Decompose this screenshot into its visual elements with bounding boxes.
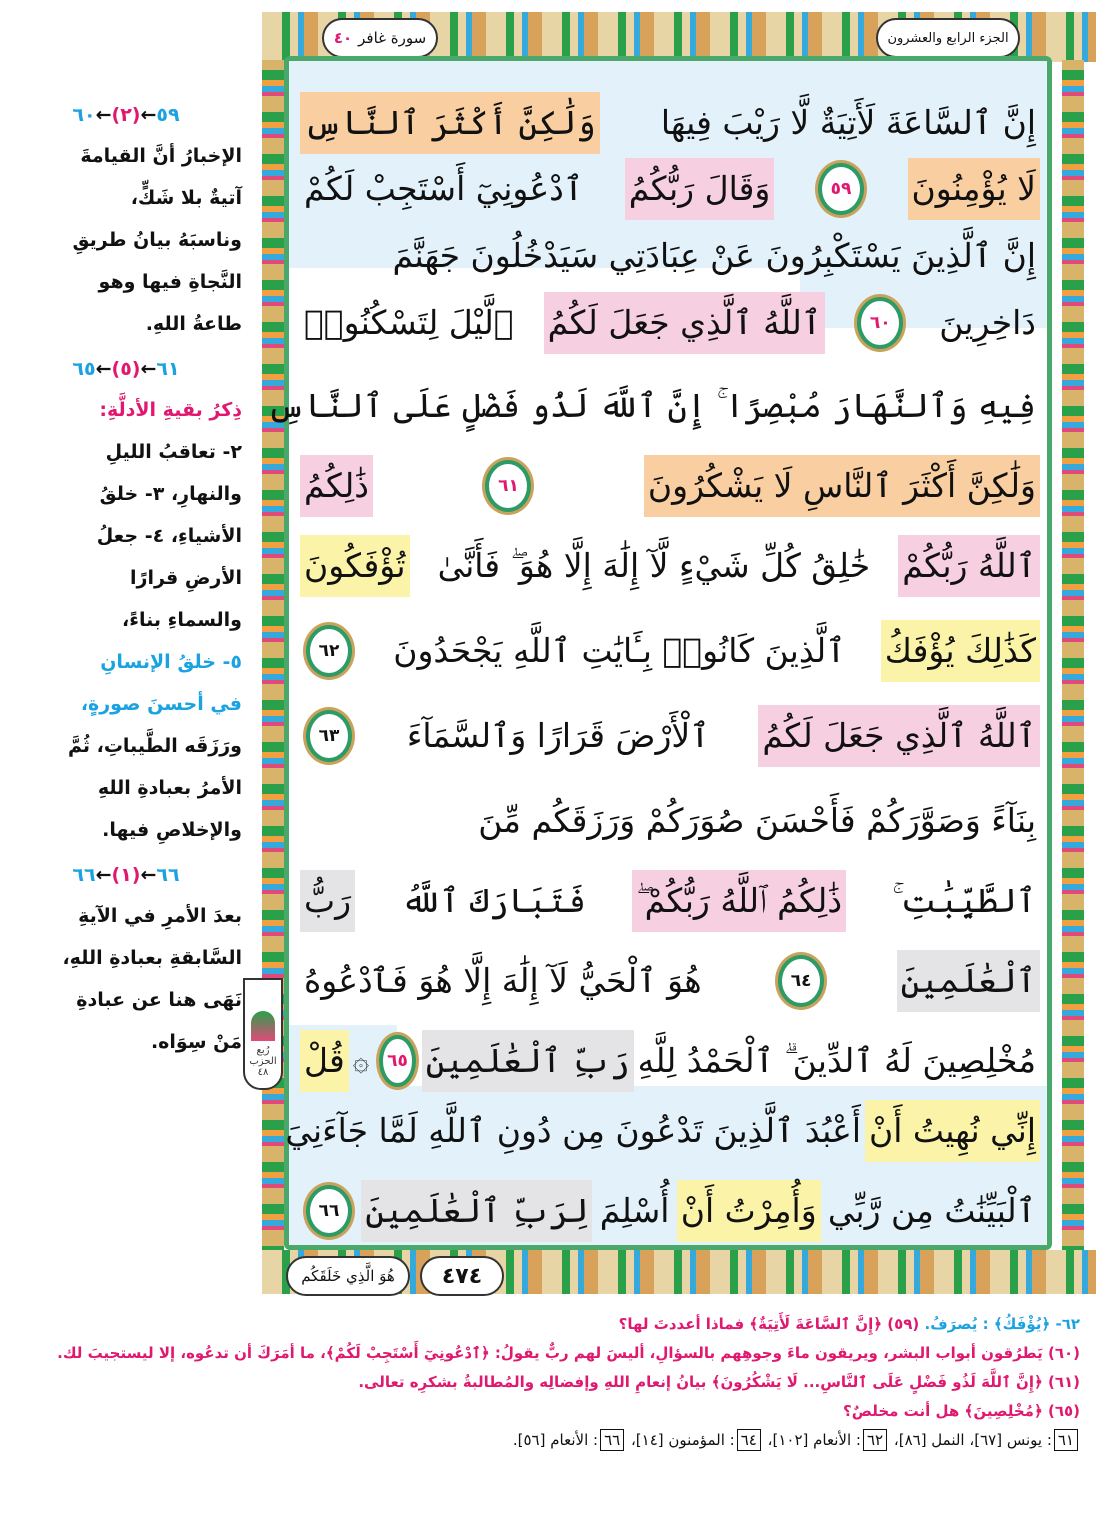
juz-title-pill (876, 18, 1020, 58)
hizb-label: الحزب (249, 1056, 277, 1067)
verse-line (300, 1180, 1040, 1242)
note-line: ٢- تعاقبُ الليلِ (105, 441, 242, 463)
highlighted-phrase: لَا يُؤْمِنُونَ (908, 158, 1040, 220)
verse-text: أَعْبُدَ ٱلَّذِينَ تَدْعُونَ مِن دُونِ ٱللَّهِ لَمَّا جَآءَنِيَ (285, 1111, 861, 1150)
verse-text: ٱدْعُونِيٓ أَسْتَجِبْ لَكُمْ (304, 169, 584, 208)
catchword-pill (286, 1256, 410, 1296)
ref-text: : المؤمنون [١٤]، (630, 1431, 735, 1449)
verse-line (300, 292, 1040, 354)
range-from: ٦١ (156, 358, 180, 380)
note-highlight-line: في أحسنَ صورةٍ، (80, 693, 242, 715)
rub-star-icon: ۞ (352, 1044, 370, 1077)
range-to: ٦٥ (72, 358, 96, 380)
range-count: (٥) (111, 358, 141, 380)
range-from: ٥٩ (156, 104, 180, 126)
highlighted-phrase: ٱلْعَٰلَمِينَ (897, 950, 1040, 1012)
verse-text: ٱلَّيْلَ لِتَسْكُنُوا۟ (304, 303, 514, 342)
verse-text: فِيهِ وَٱلنَّهَارَ مُبْصِرًا ۚ إِنَّ ٱللَّهَ لَذُو فَضْلٍ عَلَى ٱلنَّاسِ (267, 386, 1036, 425)
note-61-65 (10, 389, 242, 851)
highlighted-phrase: لِرَبِّ ٱلْعَٰلَمِينَ (361, 1180, 592, 1242)
note-59-60 (10, 135, 242, 345)
highlighted-phrase: ٱللَّهُ ٱلَّذِي جَعَلَ لَكُمُ (544, 292, 826, 354)
verse-line (267, 375, 1040, 437)
range-count: (٢) (111, 104, 141, 126)
verse-line (300, 705, 1040, 767)
ayah-number-marker: ٦٦ (306, 1185, 352, 1237)
highlighted-phrase: وَلَٰكِنَّ أَكْثَرَ ٱلنَّاسِ لَا يَشْكُرُونَ (644, 455, 1040, 517)
verse-text: فَتَبَارَكَ ٱللَّهُ (401, 881, 586, 920)
verse-text: إِنَّ ٱلسَّاعَةَ لَأَتِيَةٌ لَّا رَيْبَ فِيهَا (660, 103, 1036, 142)
ref-verse-box: ٦٦ (600, 1429, 624, 1451)
surah-title-pill (322, 18, 438, 58)
note-line: الأمرُ بعبادةِ اللهِ (97, 777, 242, 799)
verse-line (285, 1100, 1040, 1162)
arrow-left-icon: ← (140, 358, 157, 380)
verse-text: هُوَ ٱلْحَيُّ لَآ إِلَٰهَ إِلَّا هُوَ فَٱدْعُوهُ (304, 961, 702, 1000)
note-line: مَنْ سِوَاه. (150, 1031, 242, 1053)
verse-line (300, 535, 1040, 597)
highlighted-phrase: ٱللَّهُ رَبُّكُمْ (898, 535, 1040, 597)
note-line: السَّابقةِ بعبادةِ اللهِ، (62, 947, 242, 969)
footnote-65: (٦٥) ﴿مُخْلِصِينَ﴾ هل أنت مخلصٌ؟ (843, 1402, 1080, 1420)
highlighted-phrase: ذَٰلِكُمُ ٱللَّهُ رَبُّكُمْ ۖ (632, 870, 846, 932)
verse-line (300, 620, 1040, 682)
footnotes (20, 1310, 1080, 1455)
verse-line (300, 225, 1040, 287)
highlighted-phrase: وَقَالَ رَبُّكُمُ (625, 158, 775, 220)
catchword-text: هُوَ الَّذِي خَلَقَكُم (301, 1267, 395, 1285)
ayah-number-marker: ٦٠ (857, 297, 903, 349)
verse-text: بِنَآءً وَصَوَّرَكُمْ فَأَحْسَنَ صُوَرَكُمْ وَرَزَقَكُم مِّنَ (478, 801, 1036, 840)
arrow-left-icon: ← (95, 864, 112, 886)
page-number-text: ٤٧٤ (441, 1263, 483, 1289)
footnote-reflection: (٥٩) ﴿إِنَّ ٱلسَّاعَةَ لَأَتِيَةٌ﴾ فماذا أعددتَ لها؟ (618, 1315, 920, 1333)
arrow-left-icon: ← (140, 864, 157, 886)
note-line: والإخلاصِ فيها. (102, 819, 242, 841)
highlighted-phrase: تُؤْفَكُونَ (300, 535, 410, 597)
ref-text: : الأنعام [٥٦]. (512, 1431, 599, 1449)
highlighted-phrase: وَأُمِرْتُ أَنْ (677, 1180, 821, 1242)
highlighted-phrase: ذَٰلِكُمُ (300, 455, 373, 517)
highlighted-phrase: وَلَٰكِنَّ أَكْثَرَ ٱلنَّاسِ (300, 92, 600, 154)
verse-text: مُخْلِصِينَ لَهُ ٱلدِّينَ ۗ ٱلْحَمْدُ لِلَّهِ (637, 1041, 1036, 1080)
arrow-left-icon: ← (140, 104, 157, 126)
ayah-number-marker: ٦٥ (379, 1035, 416, 1087)
verse-line (300, 790, 1040, 852)
note-line: آتيةٌ بلا شَكٍّ، (130, 187, 242, 209)
verse-text: ٱلَّذِينَ كَانُوا۟ بِـَٔايَٰتِ ٱللَّهِ يَجْحَدُونَ (393, 631, 846, 670)
ref-verse-box: ٦٢ (863, 1429, 887, 1451)
ayah-number-marker: ٦٣ (306, 710, 352, 762)
highlighted-phrase: ٱللَّهُ ٱلَّذِي جَعَلَ لَكُمُ (758, 705, 1040, 767)
surah-name: سورة غافر (358, 29, 427, 47)
note-line: الأرضِ قرارًا (130, 567, 242, 589)
verse-line (300, 158, 1040, 220)
note-line: الأشياءِ، ٤- جعلُ (96, 525, 242, 547)
highlighted-phrase: رَبُّ (300, 870, 355, 932)
verse-line (300, 455, 1040, 517)
note-line: بعدَ الأمرِ في الآيةِ (78, 905, 242, 927)
note-line: طاعةُ اللهِ. (145, 313, 242, 335)
footnote-61: (٦١) ﴿إِنَّ ٱللَّهَ لَذُو فَضْلٍ عَلَى ٱلنَّاسِ... لَا يَشْكُرُونَ﴾ بيانُ إنعامِ اللهِ وإفضالِه والمُطالبةُ بشكرِه تعالى. (358, 1373, 1080, 1391)
ayah-number-marker: ٦٤ (778, 955, 824, 1007)
verse-text: ٱلطَّيِّبَٰتِ ۚ (892, 881, 1036, 920)
verse-line (300, 1030, 1040, 1092)
note-line: والسماءِ بناءً، (122, 609, 242, 631)
note-line: وناسبَهُ بيانُ طريقِ (72, 229, 242, 251)
range-count: (١) (111, 864, 141, 886)
range-to: ٦٦ (72, 864, 96, 886)
verse-text: دَاخِرِينَ (939, 303, 1036, 342)
ref-verse-box: ٦١ (1054, 1429, 1078, 1451)
verse-line (300, 870, 1040, 932)
note-line: والنهارِ، ٣- خلقُ (99, 483, 242, 505)
ref-text: : يونس [٦٧]، النمل [٨٦]، (893, 1431, 1052, 1449)
ayah-number-marker: ٦١ (485, 460, 531, 512)
verse-text: إِنَّ ٱلَّذِينَ يَسْتَكْبِرُونَ عَنْ عِبَادَتِي سَيَدْخُلُونَ جَهَنَّمَ (392, 236, 1036, 275)
note-line: الإخبارُ أنَّ القيامةَ (80, 145, 242, 167)
ref-text: : الأنعام [١٠٢]، (767, 1431, 861, 1449)
rub-al-hizb-marker (243, 978, 283, 1090)
surah-number: ٤٠ (333, 29, 353, 47)
range-66-66 (10, 855, 242, 895)
hizb-label: رُبع (256, 1045, 270, 1056)
verse-line (300, 950, 1040, 1012)
range-to: ٦٠ (72, 104, 96, 126)
note-line: نَهَى هنا عن عبادةِ (76, 989, 242, 1011)
footnote-60: (٦٠) يَطرُقون أبواب البشر، ويريقون ماءَ وجوهِهم بالسؤالِ، أليسَ لهم ربٌّ يقولُ: ﴿ٱدْعُونِيٓ أَسْتَجِبْ لَكُمْ﴾، ما أمَرَكَ أن تدعُوه، إلا ليستجيبَ لك. (57, 1344, 1080, 1362)
hizb-number: ٤٨ (257, 1067, 269, 1078)
juz-name: الجزء الرابع والعشرون (887, 30, 1009, 46)
highlighted-phrase: قُلْ (300, 1030, 349, 1092)
verse-text: ٱلْبَيِّنَٰتُ مِن رَّبِّي (827, 1191, 1036, 1230)
verse-text: أُسْلِمَ (599, 1191, 670, 1230)
verse-line (300, 92, 1040, 154)
footnote-word-meaning: ٦٢- ﴿يُؤْفَكُ﴾ : يُصرَفُ. (924, 1315, 1080, 1333)
ornamental-right-border (1062, 60, 1084, 1250)
arrow-left-icon: ← (95, 104, 112, 126)
tafsir-sidebar (10, 95, 242, 1063)
note-66 (10, 895, 242, 1063)
range-59-60 (10, 95, 242, 135)
verse-text: ٱلْأَرْضَ قَرَارًا وَٱلسَّمَآءَ (406, 716, 710, 755)
arrow-left-icon: ← (95, 358, 112, 380)
highlighted-phrase: كَذَٰلِكَ يُؤْفَكُ (881, 620, 1040, 682)
note-highlight-line: ٥- خلقُ الإنسانِ (100, 651, 242, 673)
ayah-number-marker: ٥٩ (818, 163, 864, 215)
cross-references (20, 1426, 1080, 1455)
ref-verse-box: ٦٤ (737, 1429, 761, 1451)
note-line: ورَزَقَه الطَّيباتِ، ثُمَّ (67, 735, 242, 757)
highlighted-phrase: رَبِّ ٱلْعَٰلَمِينَ (422, 1030, 634, 1092)
range-61-65 (10, 349, 242, 389)
highlighted-phrase: إِنِّي نُهِيتُ أَنْ (865, 1100, 1040, 1162)
ayah-number-marker: ٦٢ (306, 625, 352, 677)
verse-text: خَٰلِقُ كُلِّ شَيْءٍ لَّآ إِلَٰهَ إِلَّا هُوَ ۖ فَأَنَّىٰ (437, 546, 871, 585)
note-heading: ذِكرُ بقيةِ الأدلَّةِ: (99, 399, 242, 421)
hizb-ornament-icon (251, 1011, 275, 1041)
range-from: ٦٦ (156, 864, 180, 886)
page-number (420, 1256, 504, 1296)
note-line: النَّجاةِ فيها وهو (98, 271, 242, 293)
footnote-62-59 (20, 1310, 1080, 1339)
